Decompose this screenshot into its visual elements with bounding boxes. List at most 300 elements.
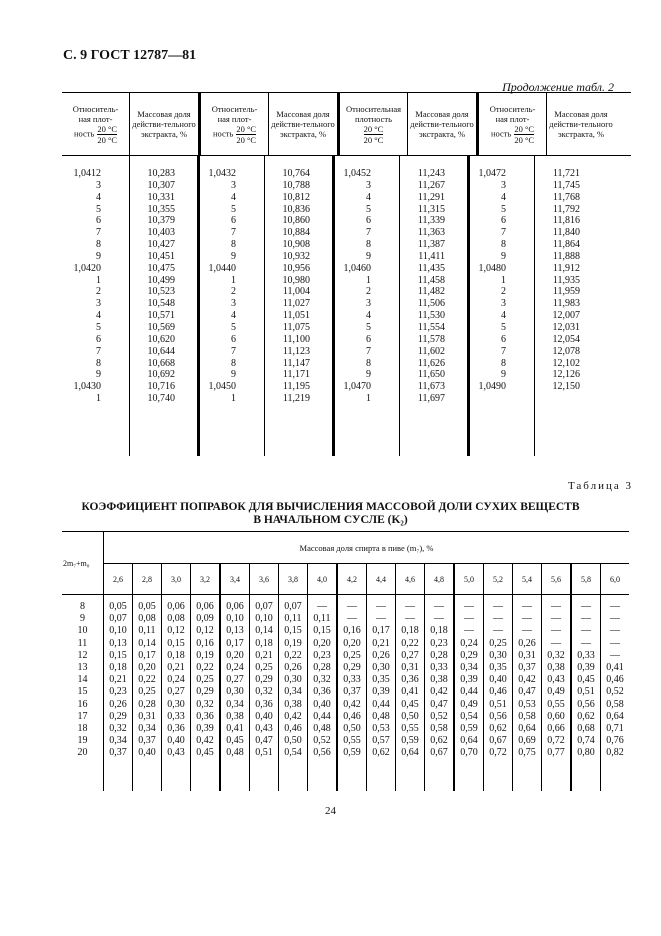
table-cell: 0,40 xyxy=(138,747,156,759)
extract-cell: 11,482 xyxy=(417,286,445,298)
column-header: 4,6 xyxy=(395,564,424,594)
density-cell: 8 xyxy=(96,357,101,369)
table-cell: 0,46 xyxy=(284,723,302,735)
table-cell: 0,20 xyxy=(343,637,361,649)
extract-cell: 11,339 xyxy=(417,215,445,227)
table-cell: 0,58 xyxy=(518,710,536,722)
table-cell: 0,46 xyxy=(489,686,507,698)
table-cell: 0,34 xyxy=(460,662,478,674)
extract-cell: 11,864 xyxy=(552,239,580,251)
table-cell: 0,23 xyxy=(313,649,331,661)
extract-cell: 11,219 xyxy=(282,393,310,405)
table-cell: 0,11 xyxy=(138,625,156,637)
extract-cell: 11,697 xyxy=(417,393,445,405)
table-cell: 0,82 xyxy=(606,747,624,759)
table-cell: 0,52 xyxy=(606,686,624,698)
density-cell: 2 xyxy=(96,286,101,298)
table-cell: 0,38 xyxy=(430,674,448,686)
table-cell: — xyxy=(610,613,620,625)
extract-cell: 11,411 xyxy=(418,250,445,262)
extract-column xyxy=(534,156,602,456)
data-column xyxy=(278,595,307,791)
data-column xyxy=(336,595,366,791)
column-header: 2,8 xyxy=(132,564,161,594)
table-cell: 0,47 xyxy=(430,698,448,710)
table-cell: 0,29 xyxy=(255,674,273,686)
table-cell: — xyxy=(551,625,561,637)
density-cell: 1 xyxy=(501,274,506,286)
row-label: 17 xyxy=(77,710,88,722)
table-cell: — xyxy=(610,649,620,661)
table-cell: — xyxy=(434,601,444,612)
table-cell: 0,67 xyxy=(489,735,507,747)
data-column xyxy=(570,595,600,791)
table-cell: 0,54 xyxy=(460,710,478,722)
extract-cell: 10,932 xyxy=(282,250,310,262)
table-cell: 0,11 xyxy=(313,613,331,625)
table-cell: 0,16 xyxy=(343,625,361,637)
density-cell: 4 xyxy=(96,191,101,203)
table-cell: 0,50 xyxy=(284,735,302,747)
density-cell: 4 xyxy=(231,191,236,203)
table-cell: 0,33 xyxy=(577,649,595,661)
density-header-text: Относительная плотность xyxy=(345,103,402,124)
density-cell: 2 xyxy=(366,286,371,298)
table-cell: 0,21 xyxy=(109,674,127,686)
row-label: 20 xyxy=(77,747,88,759)
density-cell: 4 xyxy=(366,191,371,203)
table-cell: 0,58 xyxy=(606,698,624,710)
extract-cell: 11,051 xyxy=(282,310,310,322)
extract-cell: 11,768 xyxy=(552,191,580,203)
table-cell: 0,07 xyxy=(109,613,127,625)
table-cell: 0,25 xyxy=(255,662,273,674)
table-cell: 0,20 xyxy=(313,637,331,649)
density-cell: 1,0420 xyxy=(73,262,101,274)
data-column xyxy=(541,595,570,791)
density-header-word: ность xyxy=(73,127,95,138)
density-cell: 5 xyxy=(231,321,236,333)
table-cell: 0,32 xyxy=(196,698,214,710)
fraction-den: 20 °C xyxy=(236,134,257,145)
density-cell: 8 xyxy=(501,357,506,369)
table-cell: — xyxy=(493,601,503,612)
data-column xyxy=(453,595,483,791)
density-header-l2: ная плот- xyxy=(217,113,252,124)
column-header: 5,0 xyxy=(453,564,483,594)
table-cell: 0,60 xyxy=(547,710,565,722)
density-cell: 4 xyxy=(96,310,101,322)
data-column xyxy=(483,595,512,791)
density-cell: 1,0470 xyxy=(343,381,371,393)
extract-cell: 11,363 xyxy=(417,227,445,239)
table-cell: 0,42 xyxy=(343,698,361,710)
table-cell: 0,55 xyxy=(401,723,419,735)
extract-column xyxy=(264,156,332,456)
extract-cell: 10,283 xyxy=(147,168,175,179)
table-3-title-line2: В НАЧАЛЬНОМ СУСЛЕ (K₂) xyxy=(253,514,408,526)
row-header: 2m₇+m₈ xyxy=(63,558,90,568)
density-cell: 5 xyxy=(96,321,101,333)
table-cell: 0,23 xyxy=(430,637,448,649)
table-cell: 0,29 xyxy=(196,686,214,698)
table-cell: 0,11 xyxy=(284,613,302,625)
extract-cell: 12,078 xyxy=(552,345,580,357)
table-cell: 0,27 xyxy=(226,674,244,686)
table-cell: 0,56 xyxy=(577,698,595,710)
density-cell: 7 xyxy=(231,345,236,357)
density-cell: 6 xyxy=(96,215,101,227)
table-cell: 0,46 xyxy=(343,710,361,722)
table-cell: — xyxy=(464,625,474,637)
table-cell: 0,13 xyxy=(226,625,244,637)
table-cell: 0,29 xyxy=(460,649,478,661)
table-cell: 0,36 xyxy=(167,723,185,735)
data-columns xyxy=(103,595,629,791)
data-column xyxy=(366,595,395,791)
column-header: 4,2 xyxy=(336,564,366,594)
table-cell: 0,35 xyxy=(372,674,390,686)
density-cell: 1,0432 xyxy=(208,168,236,179)
column-header: 4,0 xyxy=(307,564,336,594)
extract-cell: 12,054 xyxy=(552,333,580,345)
table-cell: 0,32 xyxy=(313,674,331,686)
table-cell: 0,37 xyxy=(138,735,156,747)
density-header-l2: ная плот- xyxy=(495,113,530,124)
density-cell: 1 xyxy=(96,393,101,405)
density-cell: 1 xyxy=(231,393,236,405)
table-cell: — xyxy=(522,613,532,625)
extract-cell: 11,147 xyxy=(282,357,310,369)
table-cell: — xyxy=(581,601,591,612)
extract-cell: 11,959 xyxy=(552,286,580,298)
density-cell: 9 xyxy=(366,250,371,262)
column-header: 3,8 xyxy=(278,564,307,594)
table-cell: 0,64 xyxy=(518,723,536,735)
table-cell: 0,72 xyxy=(547,735,565,747)
fraction-20c xyxy=(514,124,534,145)
extract-cell: 11,435 xyxy=(417,262,445,274)
table-cell: 0,39 xyxy=(196,723,214,735)
table-cell: 0,71 xyxy=(606,723,624,735)
extract-cell: 10,908 xyxy=(282,239,310,251)
extract-cell: 10,644 xyxy=(147,345,175,357)
table-cell: 0,24 xyxy=(460,637,478,649)
row-labels xyxy=(62,595,103,791)
extract-cell: 10,548 xyxy=(147,298,175,310)
table-cell: 0,21 xyxy=(372,637,390,649)
table-cell: 0,05 xyxy=(109,601,127,612)
extract-cell: 11,673 xyxy=(417,381,445,393)
table-cell: 0,55 xyxy=(343,735,361,747)
extract-cell: 10,716 xyxy=(147,381,175,393)
table-cell: 0,38 xyxy=(226,710,244,722)
extract-cell: 10,499 xyxy=(147,274,175,286)
table-cell: — xyxy=(317,601,327,612)
extract-cell: 12,126 xyxy=(552,369,580,381)
density-cell: 9 xyxy=(96,369,101,381)
table-cell: 0,35 xyxy=(489,662,507,674)
table-cell: 0,36 xyxy=(401,674,419,686)
extract-cell: 10,451 xyxy=(147,250,175,262)
table-cell: — xyxy=(376,601,386,612)
table-cell: 0,43 xyxy=(167,747,185,759)
density-cell: 6 xyxy=(96,333,101,345)
table-cell: 0,40 xyxy=(313,698,331,710)
table-cell: 0,67 xyxy=(430,747,448,759)
table-cell: 0,48 xyxy=(226,747,244,759)
table-cell: — xyxy=(434,613,444,625)
extract-cell: 11,792 xyxy=(552,203,580,215)
extract-cell: 11,650 xyxy=(417,369,445,381)
extract-cell: 11,195 xyxy=(282,381,310,393)
density-cell: 4 xyxy=(366,310,371,322)
extract-cell: 11,602 xyxy=(417,345,445,357)
table-cell: 0,15 xyxy=(167,637,185,649)
density-cell: 8 xyxy=(96,239,101,251)
table-cell: 0,80 xyxy=(577,747,595,759)
extract-column xyxy=(399,156,467,456)
extract-cell: 11,578 xyxy=(417,333,445,345)
column-header: 6,0 xyxy=(600,564,629,594)
table-cell: 0,26 xyxy=(109,698,127,710)
table-cell: 0,57 xyxy=(372,735,390,747)
extract-cell: 11,912 xyxy=(552,262,580,274)
table-cell: 0,24 xyxy=(226,662,244,674)
table-cell: 0,28 xyxy=(313,662,331,674)
row-label: 10 xyxy=(77,625,88,637)
extract-cell: 10,403 xyxy=(147,227,175,239)
density-cell: 5 xyxy=(366,203,371,215)
fraction-num: 20 °C xyxy=(514,123,535,134)
table-cell: 0,77 xyxy=(547,747,565,759)
row-label: 16 xyxy=(77,698,88,710)
table-cell: 0,05 xyxy=(138,601,156,612)
table-cell: 0,56 xyxy=(489,710,507,722)
row-label: 18 xyxy=(77,723,88,735)
extract-cell: 10,427 xyxy=(147,239,175,251)
density-header-word: ность xyxy=(490,127,512,138)
table-cell: 0,28 xyxy=(138,698,156,710)
page-number: 24 xyxy=(325,805,336,817)
extract-cell: 11,888 xyxy=(552,250,580,262)
table-cell: 0,68 xyxy=(577,723,595,735)
fraction-den: 20 °C xyxy=(97,134,118,145)
density-cell: 1,0460 xyxy=(343,262,371,274)
density-cell: 9 xyxy=(366,369,371,381)
column-headers xyxy=(104,564,629,594)
data-column xyxy=(395,595,424,791)
table-cell: 0,31 xyxy=(138,710,156,722)
table-cell: — xyxy=(347,613,357,625)
extract-cell: 12,150 xyxy=(552,381,580,393)
density-cell: 3 xyxy=(231,298,236,310)
density-column xyxy=(197,156,264,456)
table-cell: 0,23 xyxy=(109,686,127,698)
density-cell: 1,0452 xyxy=(343,168,371,179)
density-cell: 8 xyxy=(366,357,371,369)
table-cell: 0,17 xyxy=(372,625,390,637)
table-cell: 0,39 xyxy=(460,674,478,686)
table-cell: — xyxy=(464,601,474,612)
density-cell: 1 xyxy=(96,274,101,286)
extract-cell: 10,860 xyxy=(282,215,310,227)
table-cell: 0,42 xyxy=(196,735,214,747)
table-cell: 0,10 xyxy=(226,613,244,625)
table-cell: 0,27 xyxy=(401,649,419,661)
density-cell: 1,0480 xyxy=(478,262,506,274)
row-label: 8 xyxy=(80,601,85,612)
table-cell: 0,45 xyxy=(196,747,214,759)
table-cell: — xyxy=(610,601,620,612)
density-cell: 4 xyxy=(231,310,236,322)
table-cell: 0,08 xyxy=(167,613,185,625)
table-cell: 0,59 xyxy=(343,747,361,759)
table-cell: 0,52 xyxy=(313,735,331,747)
extract-header: Массовая доля действи-тельного экстракта, % xyxy=(129,93,198,155)
extract-header: Массовая доля действи-тельного экстракта, % xyxy=(546,93,615,155)
fraction-20c xyxy=(364,124,384,145)
density-header-l3 xyxy=(490,124,536,145)
table-cell: 0,55 xyxy=(547,698,565,710)
extract-cell: 10,956 xyxy=(282,262,310,274)
row-label: 19 xyxy=(77,735,88,747)
table-cell: 0,34 xyxy=(109,735,127,747)
table-cell: 0,10 xyxy=(109,625,127,637)
density-cell: 3 xyxy=(96,179,101,191)
extract-column xyxy=(129,156,197,456)
table-cell: 0,12 xyxy=(167,625,185,637)
table-cell: — xyxy=(376,613,386,625)
density-cell: 5 xyxy=(231,203,236,215)
column-header: 3,0 xyxy=(161,564,190,594)
data-column xyxy=(512,595,541,791)
density-cell: 6 xyxy=(366,333,371,345)
table-cell: 0,52 xyxy=(430,710,448,722)
table-cell: 0,62 xyxy=(577,710,595,722)
table-cell: 0,25 xyxy=(489,637,507,649)
table-cell: — xyxy=(493,625,503,637)
density-cell: 8 xyxy=(231,239,236,251)
table-cell: 0,26 xyxy=(518,637,536,649)
table-cell: — xyxy=(405,601,415,612)
table-cell: 0,53 xyxy=(372,723,390,735)
density-header-word: ность xyxy=(212,127,234,138)
row-label: 11 xyxy=(77,637,88,649)
table-3-title-line1: КОЭФФИЦИЕНТ ПОПРАВОК ДЛЯ ВЫЧИСЛЕНИЯ МАССОВОЙ ДОЛИ СУХИХ ВЕЩЕСТВ xyxy=(81,501,580,513)
extract-cell: 10,764 xyxy=(282,168,310,179)
extract-cell: 10,331 xyxy=(147,191,175,203)
extract-cell: 10,571 xyxy=(147,310,175,322)
table-cell: — xyxy=(405,613,415,625)
extract-cell: 11,004 xyxy=(282,286,310,298)
table-cell: 0,30 xyxy=(489,649,507,661)
table-cell: 0,22 xyxy=(196,662,214,674)
table-3 xyxy=(62,531,629,791)
table-cell: 0,45 xyxy=(577,674,595,686)
extract-cell: 12,102 xyxy=(552,357,580,369)
extract-cell: 11,554 xyxy=(417,321,445,333)
column-header: 5,6 xyxy=(541,564,570,594)
row-label: 14 xyxy=(77,674,88,686)
density-cell: 8 xyxy=(231,357,236,369)
table-cell: 0,41 xyxy=(226,723,244,735)
table-cell: 0,25 xyxy=(343,649,361,661)
density-header-l3 xyxy=(73,124,119,145)
extract-cell: 11,100 xyxy=(282,333,310,345)
table-cell: 0,34 xyxy=(226,698,244,710)
density-header-l1: Относитель- xyxy=(72,103,119,114)
extract-cell: 10,620 xyxy=(147,333,175,345)
data-column xyxy=(249,595,278,791)
table-cell: 0,32 xyxy=(547,649,565,661)
column-header: 5,2 xyxy=(483,564,512,594)
table-cell: 0,33 xyxy=(430,662,448,674)
table-cell: 0,18 xyxy=(255,637,273,649)
extract-cell: 11,626 xyxy=(417,357,445,369)
row-label: 9 xyxy=(80,613,85,625)
density-header xyxy=(476,93,546,155)
table-cell: 0,07 xyxy=(284,601,302,612)
density-cell: 5 xyxy=(366,321,371,333)
data-column xyxy=(132,595,161,791)
group-header: Массовая доля спирта в пиве (m₇), % xyxy=(104,532,629,564)
extract-cell: 10,788 xyxy=(282,179,310,191)
extract-cell: 11,027 xyxy=(282,298,310,310)
table-cell: 0,50 xyxy=(401,710,419,722)
table-3-body xyxy=(62,594,629,791)
density-header xyxy=(337,93,407,155)
table-cell: — xyxy=(464,613,474,625)
density-cell: 1,0412 xyxy=(73,168,101,179)
table-cell: 0,39 xyxy=(372,686,390,698)
table-cell: 0,45 xyxy=(226,735,244,747)
table-cell: 0,15 xyxy=(109,649,127,661)
density-column xyxy=(332,156,399,456)
table-cell: 0,69 xyxy=(518,735,536,747)
table-cell: 0,14 xyxy=(255,625,273,637)
table-cell: 0,40 xyxy=(255,710,273,722)
table-cell: 0,20 xyxy=(138,662,156,674)
data-column xyxy=(600,595,629,791)
extract-cell: 10,812 xyxy=(282,191,310,203)
density-cell: 3 xyxy=(231,179,236,191)
table-cell: 0,37 xyxy=(343,686,361,698)
extract-cell: 11,171 xyxy=(282,369,310,381)
table-cell: 0,72 xyxy=(489,747,507,759)
extract-cell: 10,379 xyxy=(147,215,175,227)
density-cell: 7 xyxy=(366,345,371,357)
extract-cell: 10,668 xyxy=(147,357,175,369)
table-cell: 0,40 xyxy=(489,674,507,686)
table-cell: 0,28 xyxy=(430,649,448,661)
table-cell: 0,36 xyxy=(255,698,273,710)
table-cell: 0,49 xyxy=(547,686,565,698)
column-header: 4,8 xyxy=(424,564,453,594)
extract-cell: 11,983 xyxy=(552,298,580,310)
extract-cell: 10,523 xyxy=(147,286,175,298)
density-cell: 8 xyxy=(501,239,506,251)
table-cell: 0,10 xyxy=(255,613,273,625)
table-cell: 0,54 xyxy=(284,747,302,759)
table-cell: — xyxy=(551,601,561,612)
row-label: 13 xyxy=(77,662,88,674)
table-cell: 0,30 xyxy=(284,674,302,686)
column-header: 2,6 xyxy=(113,574,123,584)
table-cell: 0,44 xyxy=(313,710,331,722)
table-cell: 0,47 xyxy=(255,735,273,747)
table-cell: — xyxy=(581,613,591,625)
